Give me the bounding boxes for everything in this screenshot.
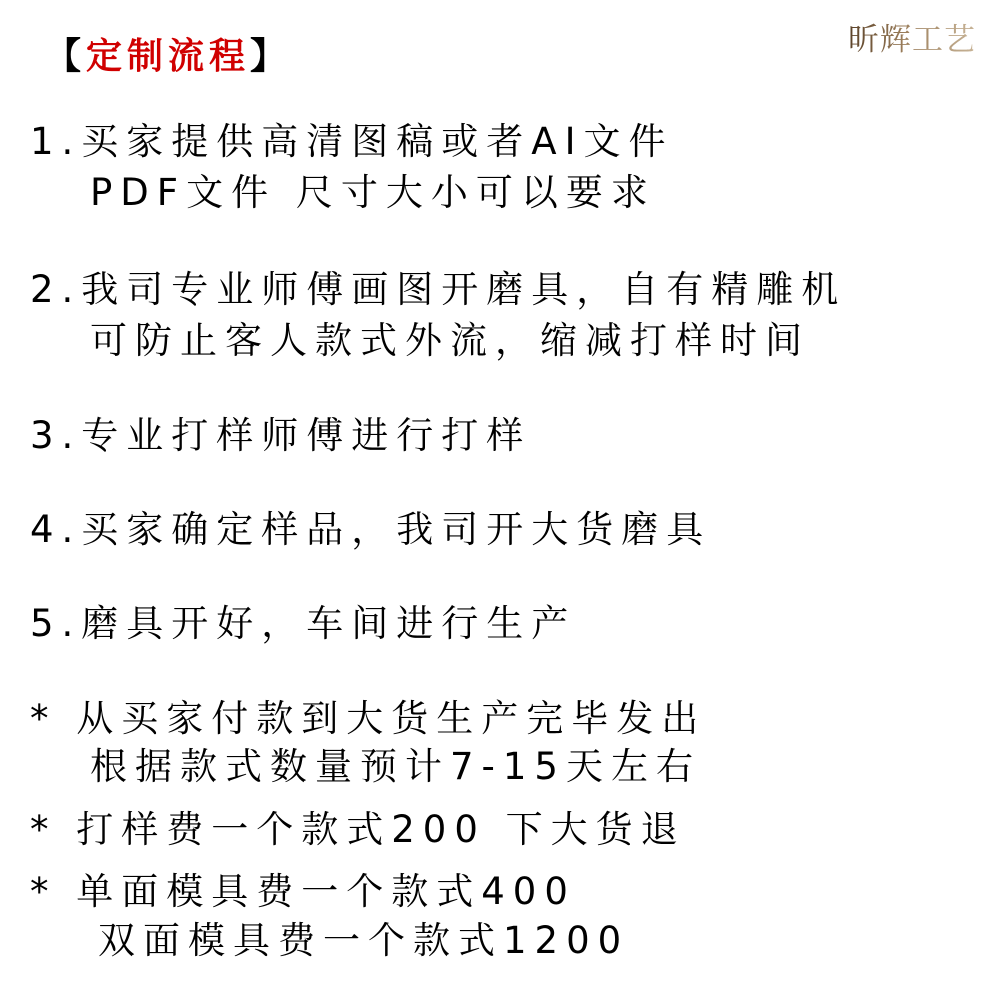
step-2-line-1: 2.我司专业师傅画图开磨具，自有精雕机 bbox=[30, 268, 847, 311]
step-2-line-2: 可防止客人款式外流，缩减打样时间 bbox=[90, 319, 810, 362]
note-1-line-2: 根据款式数量预计7-15天左右 bbox=[90, 745, 701, 788]
step-1-line-1: 1.买家提供高清图稿或者AI文件 bbox=[30, 120, 674, 163]
title-text: 定制流程 bbox=[86, 36, 251, 77]
page-title bbox=[45, 32, 291, 82]
step-5-line-1: 5.磨具开好，车间进行生产 bbox=[30, 602, 577, 645]
step-1-line-2: PDF文件 尺寸大小可以要求 bbox=[90, 171, 656, 214]
title-bracket-open: 【 bbox=[45, 36, 87, 77]
step-4-line-1: 4.买家确定样品，我司开大货磨具 bbox=[30, 508, 712, 551]
note-1-line-1: * 从买家付款到大货生产完毕发出 bbox=[30, 697, 707, 740]
title-bracket-close: 】 bbox=[250, 36, 292, 77]
note-3-line-1: * 单面模具费一个款式400 bbox=[30, 870, 576, 913]
step-3-line-1: 3.专业打样师傅进行打样 bbox=[30, 414, 532, 457]
brand-logo-text: 昕辉工艺 bbox=[848, 14, 976, 59]
note-2-line-1: * 打样费一个款式200 下大货退 bbox=[30, 808, 686, 851]
note-3-line-2: 双面模具费一个款式1200 bbox=[98, 919, 630, 962]
